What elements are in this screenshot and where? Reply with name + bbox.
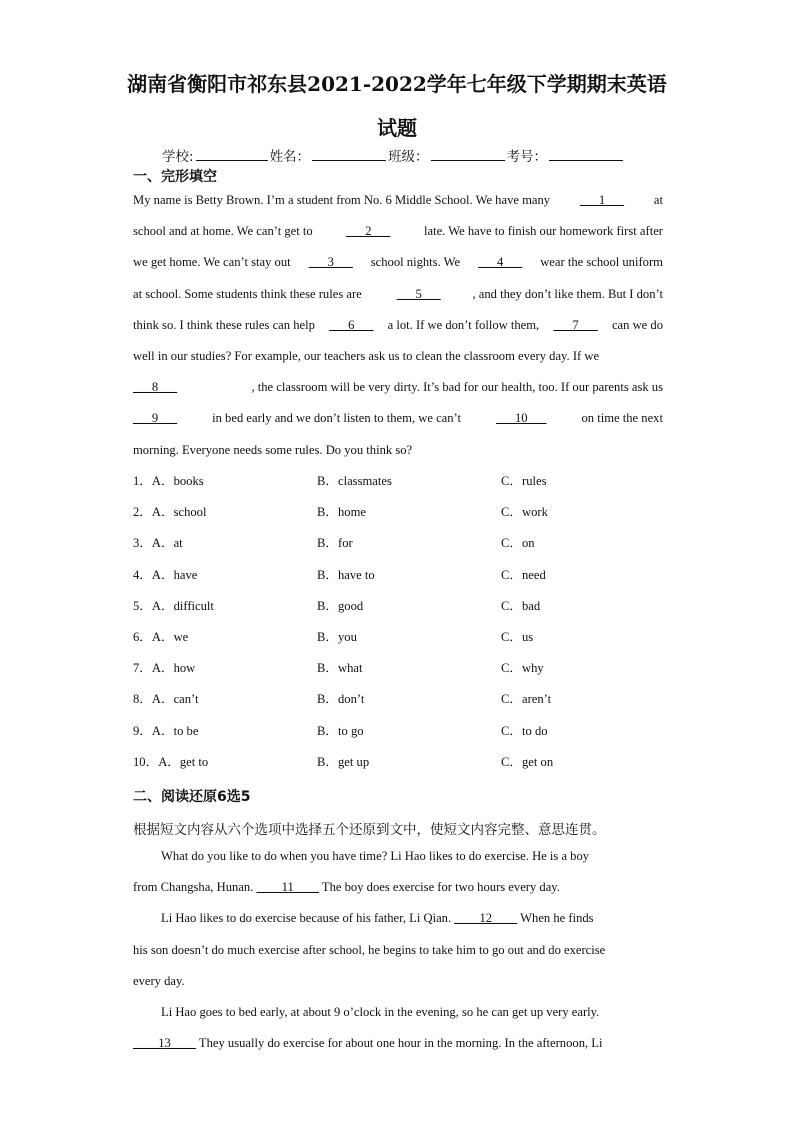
option-c[interactable]: C．rules (501, 474, 547, 488)
answer-blank: ____11____ (256, 880, 319, 895)
passage-text: What do you like to do when you have time? Li Hao likes to do exercise. He is a boy (161, 849, 590, 863)
option-row (133, 598, 693, 629)
option-a[interactable]: 9．A．to be (133, 723, 199, 738)
option-row (133, 535, 693, 566)
option-b[interactable]: B．for (317, 536, 353, 551)
exam-no-blank (549, 147, 623, 161)
passage-text: think so. I think these rules can help (133, 317, 319, 332)
option-b[interactable]: B．home (317, 505, 366, 520)
option-c[interactable]: C．why (501, 661, 544, 676)
answer-blank: ___2___ (346, 224, 391, 239)
answer-blank: ____12____ (454, 911, 518, 926)
option-b[interactable]: B．good (317, 598, 364, 613)
passage-text: When he finds (517, 911, 594, 926)
option-b[interactable]: B．classmates (317, 474, 392, 488)
passage-text: late. We have to finish our homework first after (420, 224, 663, 239)
option-b[interactable]: B．you (317, 629, 357, 644)
option-a[interactable]: 6．A．we (133, 629, 189, 644)
class-label: 班级： (388, 149, 429, 165)
option-c[interactable]: C．us (501, 629, 534, 644)
passage-line (133, 254, 663, 285)
option-c[interactable]: C．get on (501, 754, 554, 769)
passage-text: The boy does exercise for two hours every day. (318, 880, 560, 895)
option-row (133, 691, 693, 722)
option-c[interactable]: C．to do (501, 723, 548, 738)
passage-text: , and they don’t like them. But I don’t (472, 286, 663, 301)
answer-blank: ___7___ (553, 317, 598, 332)
page-title: 湖南省衡阳市祁东县2021-2022学年七年级下学期期末英语 (127, 72, 667, 96)
option-a[interactable]: 4．A．have (133, 567, 198, 582)
passage-text: They usually do exercise for about one hour in the morning. In the afternoon, Li (195, 1036, 603, 1051)
passage-text: on time the next (578, 411, 663, 426)
option-b[interactable]: B．to go (317, 723, 364, 738)
passage-line (133, 410, 663, 441)
option-row (133, 723, 693, 754)
option-b[interactable]: B．don’t (317, 692, 365, 707)
cloze-passage (133, 192, 663, 473)
option-a[interactable]: 10．A．get to (133, 754, 209, 769)
passage-line (133, 1035, 663, 1066)
option-c[interactable]: C．on (501, 536, 535, 551)
option-c[interactable]: C．bad (501, 598, 541, 613)
option-a[interactable]: 8．A．can’t (133, 692, 199, 707)
school-blank (196, 147, 268, 161)
section2-heading: 二、阅读还原6选5 (133, 789, 251, 805)
passage-text: a lot. If we don’t follow them, (384, 317, 543, 332)
passage-text: at school. Some students think these rules are (133, 286, 365, 301)
answer-blank: ___10___ (496, 411, 547, 426)
passage-line (133, 442, 663, 473)
option-row (133, 504, 693, 535)
name-label: 姓名： (269, 149, 311, 165)
passage-text: from Changsha, Hunan. (133, 880, 257, 895)
passage-line (133, 317, 663, 348)
option-row (133, 754, 693, 785)
option-b[interactable]: B．what (317, 661, 363, 676)
passage-text: at (650, 193, 663, 207)
passage-text: in bed early and we don’t listen to them, we can’t (208, 411, 465, 426)
passage-text: school nights. We (367, 255, 464, 270)
student-info-row (162, 145, 625, 165)
option-row (133, 660, 693, 691)
option-a[interactable]: 7．A．how (133, 661, 196, 676)
answer-blank: ___5___ (396, 286, 441, 301)
page-title-line2: 试题 (377, 116, 417, 140)
passage-line (133, 848, 663, 879)
option-a[interactable]: 1．A．books (133, 474, 204, 488)
passage-text: well in our studies? For example, our teachers ask us to clean the classroom every day. If we (133, 348, 600, 363)
passage-line (133, 192, 663, 223)
section1-heading: 一、完形填空 (133, 169, 217, 185)
answer-blank: ___3___ (308, 255, 353, 270)
section2-instruction: 根据短文内容从六个选项中选择五个还原到文中，使短文内容完整、意思连贯。 (133, 822, 606, 838)
passage-text: school and at home. We can’t get to (133, 224, 316, 239)
reading-passage (133, 848, 663, 1066)
passage-line (133, 1004, 663, 1035)
cloze-options (133, 473, 693, 785)
exam-no-label: 考号： (506, 149, 548, 165)
passage-text: wear the school uniform (537, 255, 663, 270)
passage-text: can we do (608, 317, 663, 332)
passage-line (133, 942, 663, 973)
passage-line (133, 379, 663, 410)
option-a[interactable]: 2．A．school (133, 505, 207, 520)
option-c[interactable]: C．aren’t (501, 692, 552, 707)
passage-line (133, 910, 663, 941)
passage-text: we get home. We can’t stay out (133, 255, 294, 270)
answer-blank: ___9___ (133, 411, 178, 426)
passage-line (133, 973, 663, 1004)
passage-line (133, 348, 663, 379)
name-blank (312, 147, 386, 161)
option-b[interactable]: B．get up (317, 754, 370, 769)
passage-text: My name is Betty Brown. I’m a student from No. 6 Middle School. We have many (133, 193, 554, 207)
passage-text: every day. (133, 973, 185, 988)
option-row (133, 567, 693, 598)
option-c[interactable]: C．need (501, 567, 546, 582)
passage-line (133, 223, 663, 254)
answer-blank: ___1___ (579, 193, 625, 207)
option-row (133, 473, 693, 504)
option-row (133, 629, 693, 660)
class-blank (431, 147, 505, 161)
passage-text: his son doesn’t do much exercise after school, he begins to take him to go out and do exercise (133, 942, 606, 957)
option-a[interactable]: 3．A．at (133, 536, 183, 551)
passage-line (133, 879, 663, 910)
option-a[interactable]: 5．A．difficult (133, 598, 214, 613)
option-c[interactable]: C．work (501, 505, 548, 520)
passage-line (133, 286, 663, 317)
answer-blank: ___6___ (329, 317, 374, 332)
passage-text: morning. Everyone needs some rules. Do you think so? (133, 442, 413, 457)
answer-blank: ____13____ (133, 1036, 196, 1051)
passage-text: Li Hao likes to do exercise because of his father, Li Qian. (161, 911, 455, 926)
answer-blank: ___4___ (478, 255, 523, 270)
passage-text: Li Hao goes to bed early, at about 9 o’clock in the evening, so he can get up very early. (161, 1004, 600, 1019)
passage-text: , the classroom will be very dirty. It’s bad for our health, too. If our parents ask us (251, 380, 663, 395)
answer-blank: ___8___ (133, 380, 178, 395)
school-label: 学校: (162, 149, 194, 165)
option-b[interactable]: B．have to (317, 567, 375, 582)
